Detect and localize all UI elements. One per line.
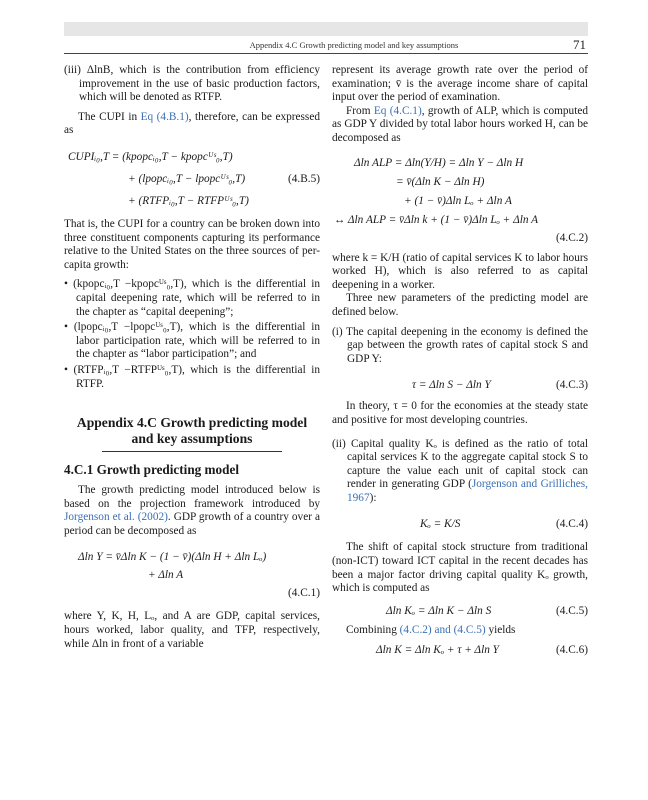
model-intro: The growth predicting model introduced below is based on the projection framework introduced by Jorgenson et al. (2002). GDP growth of a country over a period can be decomposed as <box>64 484 320 537</box>
eq-4c2-number: (4.C.2) <box>555 231 588 244</box>
eq-4b5-line3: + (RTFPᵢ₀,T − RTFPᵁˢ₀,T) <box>128 194 249 207</box>
shift-paragraph: The shift of capital stock structure from traditional (non-ICT) toward ICT capital in the recent decades has been a major factor driving capital quality Kₒ growth, which is computed as <box>332 541 588 595</box>
eq-4c2-line2: = v̄(Δln K − Δln H) <box>396 175 485 188</box>
running-head <box>64 38 588 54</box>
eq-4c1-num-row <box>64 584 320 602</box>
bullet-capital-deepening: • (kpopcᵢ₀,T −kpopcᵁˢ₀,T), which is the differential in capital deepening rate, which will be referred to in the chapter as “capital deepening”; <box>64 278 321 318</box>
bullet-rtfp: • (RTFPᵢ₀,T −RTFPᵁˢ₀,T), which is the differential in RTFP. <box>64 363 320 390</box>
eq-4c2-line4: ↔ Δln ALP = v̄Δln k + (1 − v̄)Δln Lₒ + Δln A <box>334 213 539 226</box>
continued-paragraph: represent its average growth rate over the period of examination; v̄ is the average income share of capital input over the period of examination. <box>332 64 588 104</box>
where-k-paragraph: where k = K/H (ratio of capital services K to labor hours worked H), which is also referred to as capital deepening in a worker. <box>332 251 588 291</box>
item-ii: (ii) Capital quality Kₒ is defined as the ratio of total capital services K to the aggregate capital stock S to capture the value each unit of capital stock can render in generating GDP (Jorgenson and Grilliches, 1967): <box>332 437 588 504</box>
left-column <box>64 64 320 651</box>
that-is-paragraph: That is, the CUPI for a country can be broken down into three constituent components capturing its performance relative to the United States on the three sources of per-capita growth: <box>64 217 320 271</box>
eq-4c4: Kₒ = K/S (4.C.4) <box>332 515 588 533</box>
jorgenson-2002-link[interactable]: Jorgenson et al. (2002) <box>64 511 168 524</box>
appendix-title: Appendix 4.C Growth predicting model and key assumptions <box>76 415 308 447</box>
where-paragraph: where Y, K, H, Lₒ, and A are GDP, capital services, hours worked, labor quality, and TFP, respectively, while Δln in front of a variable <box>64 610 320 650</box>
item-iii: (iii) ΔlnB, which is the contribution from efficiency improvement in the use of basic production factors, which will be denoted as RTFP. <box>64 64 320 104</box>
eq-4c2-4c5-link[interactable]: (4.C.2) and (4.C.5) <box>399 623 486 636</box>
eq-4c3: τ = Δln S − Δln Y (4.C.3) <box>332 376 588 394</box>
eq-4c6-number: (4.C.6) <box>555 644 588 657</box>
running-title: Appendix 4.C Growth predicting model and key assumptions <box>249 40 459 50</box>
page-number: 71 <box>573 37 586 52</box>
eq-4c1-line1: Δln Y = v̄Δln K − (1 − v̄)(Δln H + Δln Lₒ) <box>78 551 267 564</box>
from-eq-paragraph: From Eq (4.C.1), growth of ALP, which is computed as GDP Y divided by total labor hours worked H, can be decomposed as <box>332 104 588 144</box>
section-title: 4.C.1 Growth predicting model <box>64 462 239 478</box>
item-i: (i) The capital deepening in the economy is defined the gap between the growth rates of capital stock S and GDP Y: <box>332 325 588 365</box>
eq-4c1-line2: + Δln A <box>148 569 184 582</box>
eq-4c5: Δln Kₒ = Δln K − Δln S (4.C.5) <box>332 602 588 620</box>
eq-b1-link[interactable]: Eq (4.B.1) <box>140 110 189 123</box>
eq-4c3-number: (4.C.3) <box>555 379 588 392</box>
right-column <box>332 64 588 659</box>
eq-4c2-line3: + (1 − v̄)Δln Lₒ + Δln A <box>404 194 512 207</box>
three-params-paragraph: Three new parameters of the predicting model are defined below. <box>332 292 588 318</box>
eq-4c6: Δln K = Δln Kₒ + τ + Δln Y (4.C.6) <box>332 641 588 659</box>
bullet-labor-participation: • (lpopcᵢ₀,T −lpopcᵁˢ₀,T), which is the differential in labor participation rate, which will be referred to in the chapter as “labor participation”; and <box>64 321 321 361</box>
eq-4b5-number: (4.B.5) <box>287 172 320 185</box>
eq-4c2-line1: Δln ALP = Δln(Y/H) = Δln Y − Δln H <box>354 156 524 169</box>
in-theory-paragraph: In theory, τ = 0 for the economies at the steady state and positive for most developing countries. <box>332 400 588 426</box>
eq-4c4-number: (4.C.4) <box>555 518 588 531</box>
jorgenson-1967-link[interactable]: Jorgenson and Grilliches, 1967 <box>347 478 588 504</box>
cupi-intro: The CUPI in Eq (4.B.1), therefore, can be expressed as <box>64 110 320 137</box>
eq-4c2-num-row <box>332 230 588 246</box>
eq-4b5-line2: + (lpopcᵢ₀,T − lpopcᵁˢ₀,T) (4.B.5) <box>64 168 320 190</box>
eq-4c1-number: (4.C.1) <box>287 587 320 600</box>
eq-4b5-line1: CUPIᵢ₀,T = (kpopcᵢ₀,T − kpopcᵁˢ₀,T) <box>68 150 233 163</box>
eq-4c1-link[interactable]: Eq (4.C.1) <box>373 104 422 117</box>
combining-paragraph: Combining (4.C.2) and (4.C.5) yields <box>346 623 516 636</box>
eq-4c5-number: (4.C.5) <box>555 604 588 617</box>
header-bar <box>64 22 588 36</box>
